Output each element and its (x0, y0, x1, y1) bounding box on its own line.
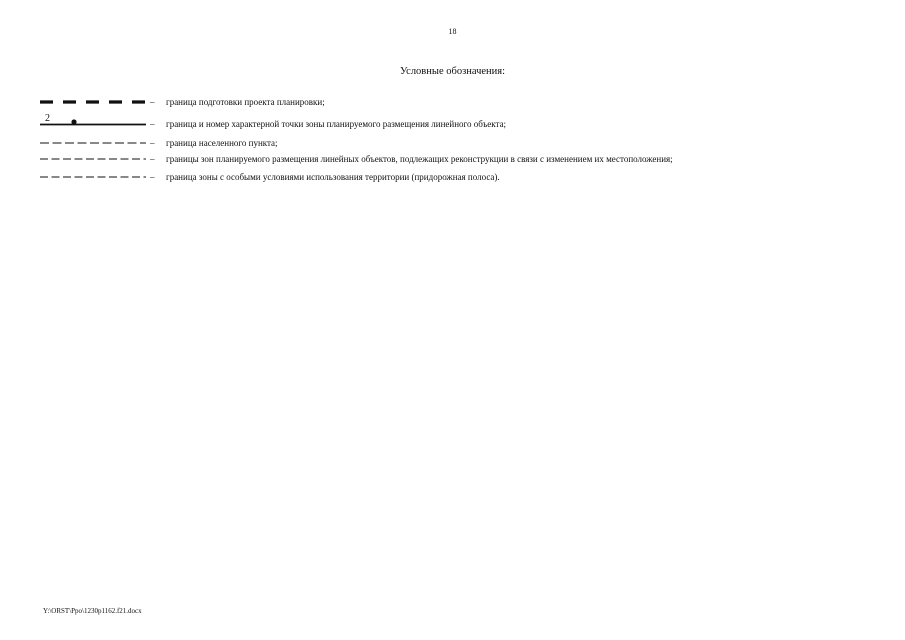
legend-item-reconstruction-zones (39, 152, 879, 166)
dash-line-icon (39, 170, 147, 184)
legend-title: Условные обозначения: (399, 66, 505, 77)
legend-item-linear-object-zone (39, 113, 879, 131)
legend-item-label: границы зон планируемого размещения линейных объектов, подлежащих реконструкции в связи с изменением их местоположения; (166, 154, 673, 164)
dash-line-icon (39, 152, 147, 166)
legend-item-label: граница подготовки проекта планировки; (166, 97, 325, 107)
legend-separator: – (150, 97, 155, 107)
legend-separator: – (150, 138, 155, 148)
legend-item-roadside-strip (39, 170, 879, 184)
page-number: 18 (448, 27, 457, 36)
long-dash-line-icon (39, 136, 147, 150)
legend-item-settlement-boundary (39, 136, 879, 150)
legend-separator: – (150, 172, 155, 182)
legend-separator: – (150, 154, 155, 164)
legend-item-label: граница населенного пункта; (166, 138, 278, 148)
solid-line-with-point-icon (39, 117, 147, 131)
legend-item-planning-boundary (39, 95, 879, 109)
bold-dashed-line-icon (39, 95, 147, 109)
legend-item-label: граница и номер характерной точки зоны планируемого размещения линейного объекта; (166, 119, 507, 129)
point-number-label: 2 (45, 113, 50, 124)
legend-item-label: граница зоны с особыми условиями использования территории (придорожная полоса). (166, 172, 500, 182)
footer-file-path: Y:\ORST\Ppo\1230p1162.f21.docx (43, 607, 142, 615)
legend-separator: – (150, 119, 155, 129)
